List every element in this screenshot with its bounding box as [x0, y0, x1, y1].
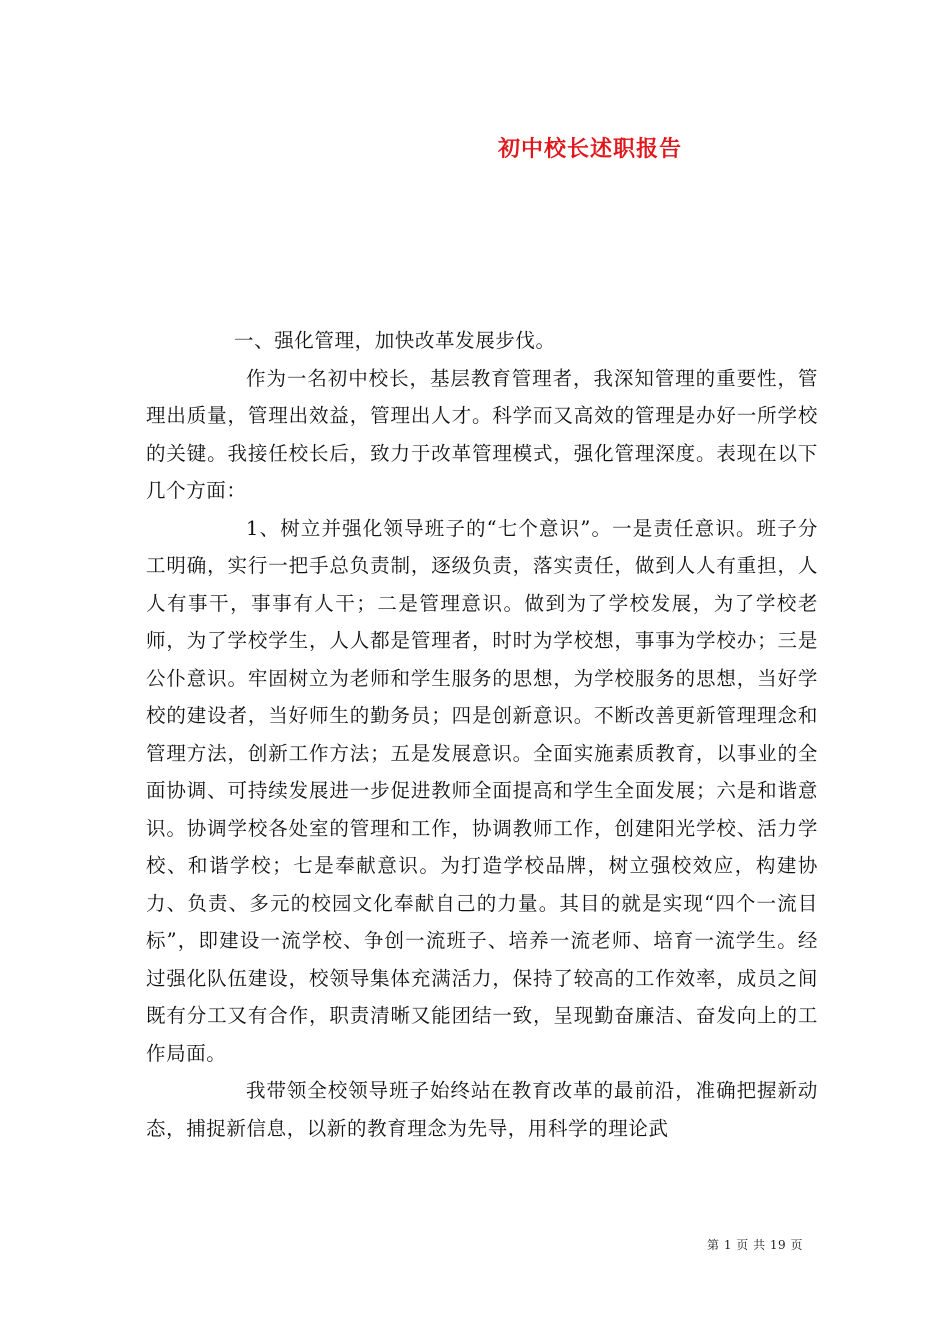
document-title: 初中校长述职报告	[497, 136, 682, 162]
document-body	[146, 322, 818, 1147]
body-paragraph: 我带领全校领导班子始终站在教育改革的最前沿，准确把握新动态，捕捉新信息，以新的教育理念为先导，用科学的理论武	[146, 1079, 818, 1140]
section-heading: 一、强化管理，加快改革发展步伐。	[234, 329, 556, 352]
body-paragraph: 作为一名初中校长，基层教育管理者，我深知管理的重要性，管理出质量，管理出效益，管理出人才。科学而又高效的管理是办好一所学校的关键。我接任校长后，致力于改革管理模式，强化管理深度。表现在以下几个方面：	[146, 366, 818, 502]
body-paragraph: 1、树立并强化领导班子的“七个意识”。一是责任意识。班子分工明确，实行一把手总负责制，逐级负责，落实责任，做到人人有重担，人人有事干，事事有人干；二是管理意识。做到为了学校发展，为了学校老师，为了学校学生，人人都是管理者，时时为学校想，事事为学校办；三是公仆意识。牢固树立为老师和学生服务的思想，为学校服务的思想，当好学校的建设者，当好师生的勤务员；四是创新意识。不断改善更新管理理念和管理方法，创新工作方法；五是发展意识。全面实施素质教育，以事业的全面协调、可持续发展进一步促进教师全面提高和学生全面发展；六是和谐意识。协调学校各处室的管理和工作，协调教师工作，创建阳光学校、活力学校、和谐学校；七是奉献意识。为打造学校品牌，树立强校效应，构建协力、负责、多元的校园文化奉献自己的力量。其目的就是实现“四个一流目标”，即建设一流学校、争创一流班子、培养一流老师、培育一流学生。经过强化队伍建设，校领导集体充满活力，保持了较高的工作效率，成员之间既有分工又有合作，职责清晰又能团结一致，呈现勤奋廉洁、奋发向上的工作局面。	[146, 516, 818, 1065]
page-number: 第 1 页 共 19 页	[707, 1238, 803, 1252]
